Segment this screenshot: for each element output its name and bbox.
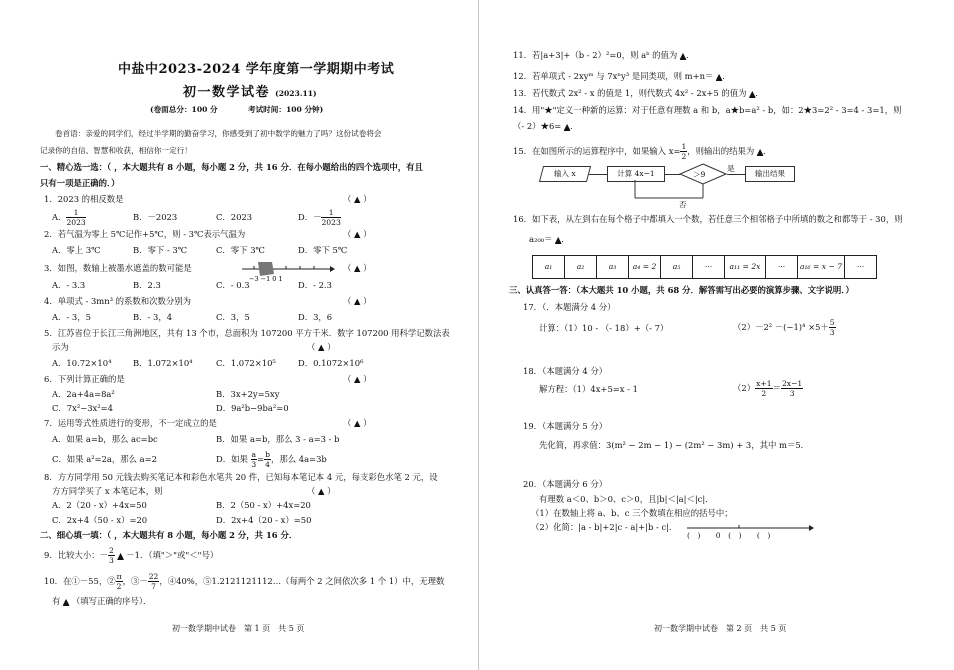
q3-option-b: B．2.3 — [133, 280, 161, 290]
flow-output-box: 输出结果 — [745, 166, 795, 182]
section1-heading-cont: 只有一项是正确的．） — [40, 178, 120, 188]
answer-mark-1: （ ▲ ） — [343, 194, 372, 204]
question-7: 7．运用等式性质进行的变形，不一定成立的是 — [44, 418, 217, 428]
q20-body: 有理数 a＜0、b＞0、c＞0，且|b|＜|a|＜|c|． — [539, 494, 714, 504]
question-6: 6．下列计算正确的是 — [44, 374, 125, 384]
flow-condition: ＞9 — [693, 170, 706, 179]
q15-answer-blank: ▲ — [756, 147, 764, 156]
q10-fraction-pi: $\frac{\pi}{2}$ — [116, 572, 122, 591]
flow-arrow-3 — [727, 174, 745, 175]
flow-no-label: 否 — [679, 200, 687, 209]
question-14: 14．用"★"定义一种新的运算：对于任意有理数 a 和 b，a★b=a² - b，如：2★3=2² - 3=4 - 3=1，则 — [513, 105, 902, 115]
q6-option-d: D．9a²b−9ba²=0 — [216, 403, 289, 413]
question-4: 4．单项式 - 3mn³ 的系数和次数分别为 — [44, 296, 192, 306]
answer-mark-6: （ ▲ ） — [343, 374, 372, 384]
q11-answer-blank: ▲ — [679, 51, 687, 60]
answer-mark-3: （ ▲ ） — [343, 263, 372, 273]
q14-answer-blank: ▲ — [563, 122, 571, 131]
grid-cell: ··· — [693, 256, 725, 278]
question-15: 15．在如图所示的运算程序中，如果输入 x= $\frac{1}{2}$ ，则输出的结果为 ▲． — [513, 142, 772, 161]
exam-score: (卷面总分：100 分 — [150, 105, 218, 114]
flow-input-box: 输入 x — [539, 166, 591, 182]
ink-blot-icon — [258, 262, 274, 276]
q19-body: 先化简，再求值：3(m² − 2m − 1) − (2m² − 3m) + 3，其中 m＝5． — [539, 440, 810, 450]
greeting-line-2: 记录你的自信、智慧和收获，相信你一定行！ — [40, 146, 192, 155]
grid-cell: a₃ — [597, 256, 629, 278]
q3-option-c: C．- 0.3 — [216, 280, 250, 290]
q7-option-a: A．如果 a=b，那么 ac=bc — [52, 434, 158, 444]
page-1-footer: 初一数学期中试卷 第 1 页 共 5 页 — [172, 624, 305, 633]
exam-subtitle: 初一数学试卷 — [183, 85, 271, 100]
q20-part-2: （2）化简：|a - b|+2|c - a|+|b - c|． — [531, 522, 678, 532]
q1-fraction-a: $\frac{1}{2023}$ — [66, 208, 86, 227]
q1-option-a: A． $\frac{1}{2023}$ — [52, 208, 86, 227]
grid-cell: a₄ = 2 — [629, 256, 661, 278]
q6-option-c: C．7x²−3x²=4 — [52, 403, 113, 413]
question-20: 20．（本题满分 6 分） — [523, 479, 608, 489]
section2-heading: 二、细心填一填：（ ，本大题共有 8 小题，每小题 2 分，共 16 分． — [40, 530, 298, 540]
q8-option-a: A．2（20 - x）+4x=50 — [52, 500, 147, 510]
grid-cell: a₂ — [565, 256, 597, 278]
question-2: 2．若气温为零上 5℃记作+5℃，则 - 3℃表示气温为 — [44, 229, 246, 239]
question-10-cont: 有 ▲ （填写正确的序号）． — [52, 596, 152, 606]
page-2 — [479, 0, 954, 670]
question-5: 5．江苏省位于长江三角洲地区，共有 13 个市，总面积为 107200 平方千米．数字 107200 用科学记数法表 — [44, 328, 450, 338]
exam-subtitle-row — [183, 81, 317, 100]
section1-heading: 一、精心选一选：（ ，本大题共有 8 小题，每小题 2 分，共 16 分．在每小题给出的四个选项中，有且 — [40, 162, 423, 172]
exam-title: 中盐中2023-2024 学年度第一学期期中考试 — [118, 62, 395, 77]
q5-option-b: B．1.072×10⁴ — [133, 358, 193, 368]
question-1: 1．2023 的相反数是 — [44, 194, 124, 204]
q10-answer-blank: ▲ — [63, 597, 70, 606]
q18-part-2: （2） $\frac{x+1}{2}$ ＝ $\frac{2x-1}{3}$ — [733, 379, 803, 398]
q7-fraction-b: $\frac{b}{4}$ — [265, 450, 270, 469]
flow-yes-label: 是 — [727, 164, 735, 173]
answer-mark-5: （ ▲ ） — [307, 342, 336, 352]
question-11: 11．若|a+3|+（b - 2）²=0，则 aᵇ 的值为 ▲． — [513, 50, 695, 60]
question-9: 9．比较大小：－ $\frac{2}{3}$ ▲ －1．（填"＞"或"＜"号） — [44, 546, 219, 565]
q4-option-a: A．- 3，5 — [52, 312, 91, 322]
flow-arrow-1 — [589, 174, 607, 175]
q18-part-1: 解方程：（1）4x+5=x - 1 — [539, 384, 639, 394]
q5-option-c: C．1.072×10⁵ — [216, 358, 276, 368]
grid-cell: a₁ — [533, 256, 565, 278]
section3-heading: 三、认真答一答：（本大题共 10 小题，共 68 分．解答需写出必要的演算步骤、文字说明．） — [509, 285, 854, 295]
q2-option-c: C．零下 3℃ — [216, 245, 265, 255]
q18-fraction-right: $\frac{2x-1}{3}$ — [781, 379, 803, 398]
exam-time: 考试时间：100 分钟) — [248, 105, 324, 114]
greeting-line-1: 卷首语：亲爱的同学们，经过半学期的勤奋学习，你感受到了初中数学的魅力了吗？这份试卷将会 — [55, 129, 382, 138]
q1-option-c: C．2023 — [216, 212, 253, 222]
question-8: 8．方方同学用 50 元钱去购买笔记本和彩色水笔共 20 件，已知每本笔记本 4 元，每支彩色水笔 2 元，设 — [44, 472, 438, 482]
grid-cell: a₁₁ = 2x — [725, 256, 766, 278]
exam-date: (2023.11) — [275, 89, 317, 98]
q7-option-c: C．如果 a²=2a，那么 a=2 — [52, 454, 158, 464]
question-19: 19．（本题满分 5 分） — [523, 421, 608, 431]
answer-mark-7: （ ▲ ） — [343, 418, 372, 428]
question-17: 17．（．本题满分 4 分） — [523, 302, 616, 312]
q2-option-d: D．零下 5℃ — [298, 245, 348, 255]
question-3: 3．如图，数轴上被墨水遮盖的数可能是 — [44, 263, 192, 273]
page-2-footer: 初一数学期中试卷 第 2 页 共 5 页 — [654, 624, 787, 633]
q16-number-grid — [532, 255, 877, 279]
q3-option-a: A．- 3.3 — [52, 280, 86, 290]
q7-option-d: D．如果 $\frac{a}{3}$ = $\frac{b}{4}$ ，那么 4a=3b — [216, 450, 327, 469]
grid-cell: ··· — [766, 256, 798, 278]
q6-option-b: B．3x+2y=5xy — [216, 389, 280, 399]
question-8-cont: 方方同学买了 x 本笔记本，则 — [52, 486, 163, 496]
q3-axis-labels: −3 −1 0 1 — [249, 275, 283, 283]
grid-cell: a₅ — [661, 256, 693, 278]
flow-arrow-2 — [664, 174, 680, 175]
q17-part-2: （2）－2² －(−1)⁴ ×5＋ $\frac{5}{3}$ — [733, 318, 835, 337]
answer-mark-8: （ ▲ ） — [307, 486, 336, 496]
question-5-cont: 示为 — [52, 342, 69, 352]
q7-fraction-a: $\frac{a}{3}$ — [251, 450, 257, 469]
q2-option-b: B．零下 - 3℃ — [133, 245, 188, 255]
q15-fraction: $\frac{1}{2}$ — [681, 142, 687, 161]
q16-answer-blank: ▲ — [555, 235, 562, 244]
q1-option-b: B．－2023 — [133, 212, 178, 222]
q4-option-c: C．3，5 — [216, 312, 250, 322]
q4-option-b: B．- 3，4 — [133, 312, 173, 322]
q13-answer-blank: ▲ — [749, 89, 756, 98]
q9-fraction: $\frac{2}{3}$ — [108, 546, 114, 565]
question-14-cont: （- 2）★6= ▲． — [513, 121, 579, 131]
question-16: 16．如下表，从左到右在每个格子中都填入一个数，若任意三个相邻格子中所填的数之和都等于 - 30，则 — [513, 214, 903, 224]
answer-mark-4: （ ▲ ） — [343, 296, 372, 306]
question-13: 13．若代数式 2x² - x 的值是 1，则代数式 4x² - 2x+5 的值为 ▲． — [513, 88, 764, 98]
flow-calc-box: 计算 4x−1 — [607, 166, 665, 182]
q1-fraction-d: $\frac{1}{2023}$ — [321, 208, 341, 227]
q20-part-1: （1）在数轴上将 a、b、c 三个数填在相应的括号中； — [531, 508, 733, 518]
q12-answer-blank: ▲ — [716, 72, 723, 81]
q17-fraction: $\frac{5}{3}$ — [829, 318, 835, 337]
q6-option-a: A．2a+4a=8a² — [52, 389, 115, 399]
question-16-cont: a₂₀₀＝ ▲． — [529, 234, 570, 244]
q4-option-d: D．3，6 — [298, 312, 333, 322]
q2-option-a: A．零上 3℃ — [52, 245, 101, 255]
q9-answer-blank: ▲ — [117, 551, 124, 560]
question-18: 18．（本题满分 4 分） — [523, 366, 608, 376]
question-12: 12．若单项式 - 2xyᵐ 与 7xⁿy³ 是同类项，则 m+n＝ ▲． — [513, 71, 731, 81]
q3-option-d: D．- 2.3 — [298, 280, 332, 290]
q17-part-1: 计算：（1）10 - （- 18）+（- 7） — [539, 323, 669, 333]
q8-option-c: C．2x+4（50 - x）=20 — [52, 515, 148, 525]
grid-cell: ··· — [856, 262, 865, 271]
q5-option-a: A．10.72×10⁴ — [52, 358, 112, 368]
q8-option-b: B．2（50 - x）+4x=20 — [216, 500, 311, 510]
grid-cell: a₁₆ = x − 7 — [798, 256, 845, 278]
answer-mark-2: （ ▲ ） — [343, 229, 372, 239]
q10-fraction-22-7: $\frac{22}{7}$ — [148, 572, 159, 591]
q8-option-d: D．2x+4（20 - x）=50 — [216, 515, 312, 525]
q5-option-d: D．0.1072×10⁶ — [298, 358, 364, 368]
question-10: 10．在①－55，② $\frac{\pi}{2}$ ，③－ $\frac{22}{7}$ ，④40%，⑤1.2121121112…（每两个 2 之间依次多 1 个 1）中，无理数 — [44, 572, 445, 591]
q1-option-d: D．－ $\frac{1}{2023}$ — [298, 208, 341, 227]
q7-option-b: B．如果 a=b，那么 3 - a=3 - b — [216, 434, 340, 444]
q20-axis-labels: ( ) 0 ( ) ( ) — [687, 531, 771, 540]
q18-fraction-left: $\frac{x+1}{2}$ — [756, 379, 772, 398]
